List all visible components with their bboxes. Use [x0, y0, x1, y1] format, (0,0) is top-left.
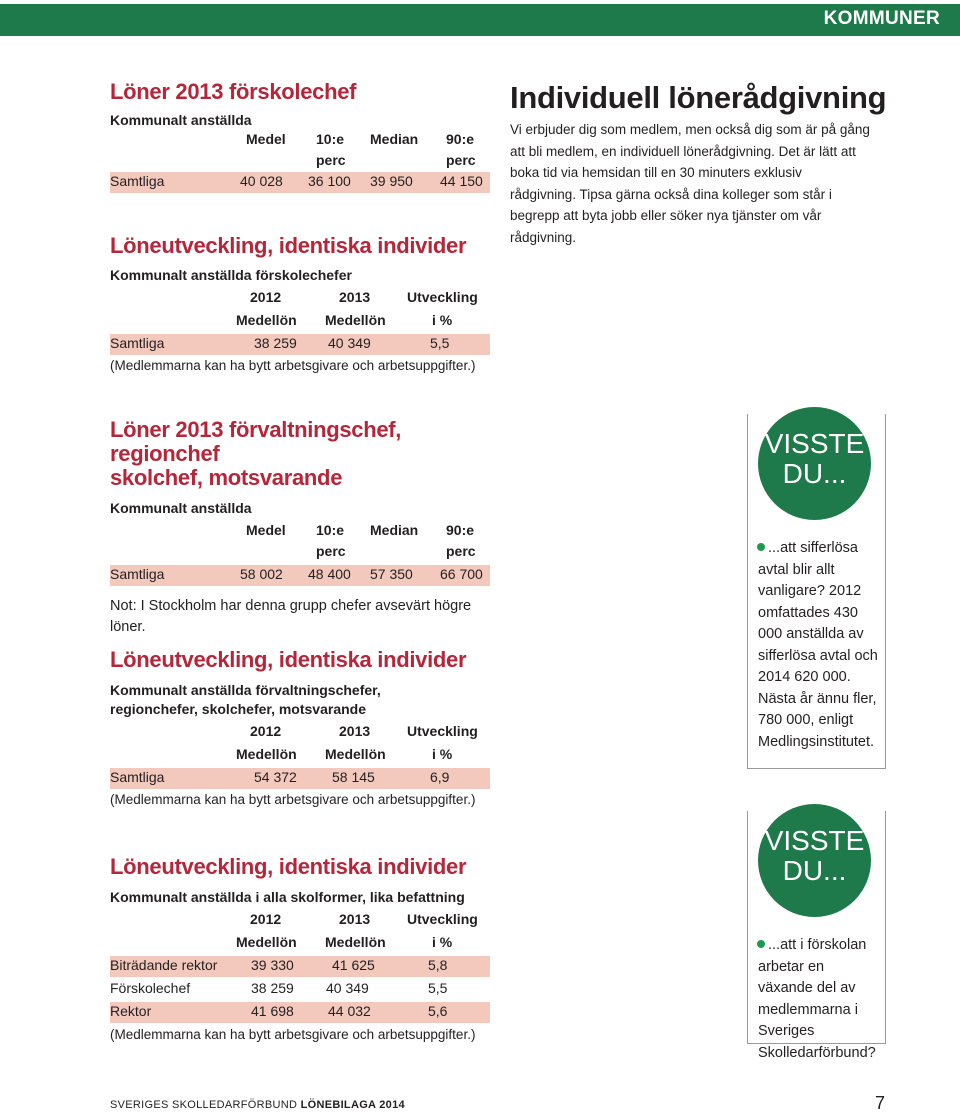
column-header: perc: [316, 543, 346, 559]
header-bar: [0, 4, 960, 36]
column-header: perc: [316, 152, 346, 168]
cell: 5,5: [430, 335, 450, 351]
footer-org: SVERIGES SKOLLEDARFÖRBUND: [110, 1099, 298, 1111]
table-header-row: [110, 521, 490, 542]
bullet-icon: [757, 543, 765, 551]
info-body: Vi erbjuder dig som medlem, men också dig som är på gång att bli medlem, en individuell lönerådgivning. Det är lätt att boka tid via hemsidan till en 30 minuters exklusiv rådgivning. Tipsa gärna också dina kolleger som står i begrepp att byta jobb eller söker nya tjänster om vår rådgivning.: [510, 122, 870, 245]
table-row: [110, 768, 490, 789]
column-header: Medellön: [236, 934, 297, 950]
table-row: [110, 979, 490, 1000]
column-header: Medellön: [236, 746, 297, 762]
table-row: [110, 334, 490, 355]
table-note: (Medlemmarna kan ha bytt arbetsgivare och arbetsuppgifter.): [110, 792, 476, 807]
column-header: 90:e: [446, 131, 475, 147]
cell: 38 259: [254, 335, 297, 351]
column-header: 2013: [339, 723, 371, 739]
table-note: (Medlemmarna kan ha bytt arbetsgivare och arbetsuppgifter.): [110, 358, 476, 373]
salary-development-preschool-head: [110, 234, 490, 376]
row-label: Samtliga: [110, 335, 165, 351]
salary-development-all-school-forms: [110, 855, 490, 1045]
footer-publication: [110, 1099, 405, 1111]
cell: 41 625: [332, 957, 375, 973]
column-header: Medellön: [325, 312, 386, 328]
table-row: [110, 1002, 490, 1023]
cell: 44 150: [440, 173, 483, 189]
column-header: perc: [446, 152, 476, 168]
column-header: Utveckling: [407, 911, 478, 927]
row-label: Förskolechef: [110, 980, 191, 996]
table-subtitle: Kommunalt anställda i alla skolformer, lika befattning: [110, 889, 465, 905]
fact-text-body: ...att sifferlösa avtal blir allt vanligare? 2012 omfattades 430 000 anställda av sifferlösa avtal och 2014 620 000. Nästa år ännu fler, 780 000, enligt Medlingsinstitutet.: [758, 540, 878, 750]
cell: 39 330: [251, 957, 294, 973]
fact-text-body: ...att i förskolan arbetar en växande del av medlemmarna i Sveriges Skolledarförbund?: [758, 937, 876, 1061]
row-label: Samtliga: [110, 173, 165, 189]
cell: 6,9: [430, 769, 450, 785]
cell: 36 100: [308, 173, 351, 189]
footer-publication-title: LÖNEBILAGA 2014: [300, 1099, 405, 1111]
table-header-row: [110, 130, 490, 151]
fact-text: [758, 538, 880, 753]
section-title: Löneutveckling, identiska individer: [110, 854, 467, 879]
cell: 58 145: [332, 769, 375, 785]
column-header: perc: [446, 543, 476, 559]
table-header-row-2: [110, 745, 490, 766]
table-subtitle: Kommunalt anställda förvaltningschefer, regionchefer, skolchefer, motsvarande: [110, 682, 381, 717]
bullet-icon: [757, 940, 765, 948]
cell: 38 259: [251, 980, 294, 996]
info-title: Individuell lönerådgivning: [510, 80, 887, 115]
cell: 5,5: [428, 980, 448, 996]
table-subtitle: Kommunalt anställda: [110, 500, 252, 516]
column-header: Medellön: [236, 312, 297, 328]
cell: 5,6: [428, 1003, 448, 1019]
column-header: 2013: [339, 911, 371, 927]
fact-box-2: [747, 811, 886, 1061]
column-header: 10:e: [316, 131, 345, 147]
column-header: Medel: [246, 522, 286, 538]
fact-heading-circle: VISSTE DU...: [758, 407, 871, 520]
column-header: Utveckling: [407, 723, 478, 739]
column-header: 2013: [339, 289, 371, 305]
fact-heading-circle: VISSTE DU...: [758, 804, 871, 917]
section-title: Löneutveckling, identiska individer: [110, 647, 467, 672]
table-header-row-2: [110, 542, 490, 563]
cell: 58 002: [240, 566, 283, 582]
table-header-row-2: [110, 933, 490, 954]
cell: 41 698: [251, 1003, 294, 1019]
column-header: 2012: [250, 289, 282, 305]
table-header-row: [110, 722, 490, 743]
cell: 44 032: [328, 1003, 371, 1019]
row-label: Samtliga: [110, 769, 165, 785]
cell: 40 349: [328, 335, 371, 351]
column-header: i %: [432, 746, 453, 762]
column-header: i %: [432, 312, 453, 328]
salary-table-preschool-head: [110, 80, 490, 193]
salary-table-administrative-head: [110, 418, 490, 638]
table-note: Not: I Stockholm har denna grupp chefer avsevärt högre löner.: [110, 598, 472, 635]
cell: 48 400: [308, 566, 351, 582]
table-row: [110, 172, 490, 193]
table-row: [110, 565, 490, 586]
cell: 66 700: [440, 566, 483, 582]
column-header: Medel: [246, 131, 286, 147]
table-subtitle: Kommunalt anställda: [110, 112, 252, 128]
table-subtitle: Kommunalt anställda förskolechefer: [110, 267, 352, 283]
column-header: i %: [432, 934, 453, 950]
table-header-row: [110, 910, 490, 931]
column-header: Median: [370, 131, 419, 147]
column-header: Medellön: [325, 934, 386, 950]
fact-box-1: [747, 414, 886, 769]
cell: 39 950: [370, 173, 413, 189]
cell: 40 028: [240, 173, 283, 189]
section-title-line-2: skolchef, motsvarande: [110, 465, 343, 490]
cell: 57 350: [370, 566, 413, 582]
section-label: KOMMUNER: [823, 8, 940, 29]
column-header: 2012: [250, 723, 282, 739]
table-header-row-2: [110, 151, 490, 172]
column-header: 90:e: [446, 522, 475, 538]
cell: 5,8: [428, 957, 448, 973]
table-row: [110, 956, 490, 977]
row-label: Samtliga: [110, 566, 165, 582]
column-header: 2012: [250, 911, 282, 927]
fact-text: [758, 935, 880, 1064]
section-title: Löneutveckling, identiska individer: [110, 233, 467, 258]
row-label: Rektor: [110, 1003, 152, 1019]
row-label: Biträdande rektor: [110, 957, 218, 973]
column-header: 10:e: [316, 522, 345, 538]
column-header: Medellön: [325, 746, 386, 762]
table-header-row: [110, 288, 490, 309]
table-note: (Medlemmarna kan ha bytt arbetsgivare och arbetsuppgifter.): [110, 1027, 476, 1042]
column-header: Utveckling: [407, 289, 478, 305]
cell: 40 349: [326, 980, 369, 996]
cell: 54 372: [254, 769, 297, 785]
page-number: 7: [875, 1093, 886, 1113]
table-header-row-2: [110, 311, 490, 332]
column-header: Median: [370, 522, 419, 538]
section-title: Löner 2013 förskolechef: [110, 79, 357, 104]
salary-development-administrative-head: [110, 648, 490, 810]
section-title-line-1: Löner 2013 förvaltningschef, regionchef: [110, 417, 402, 466]
